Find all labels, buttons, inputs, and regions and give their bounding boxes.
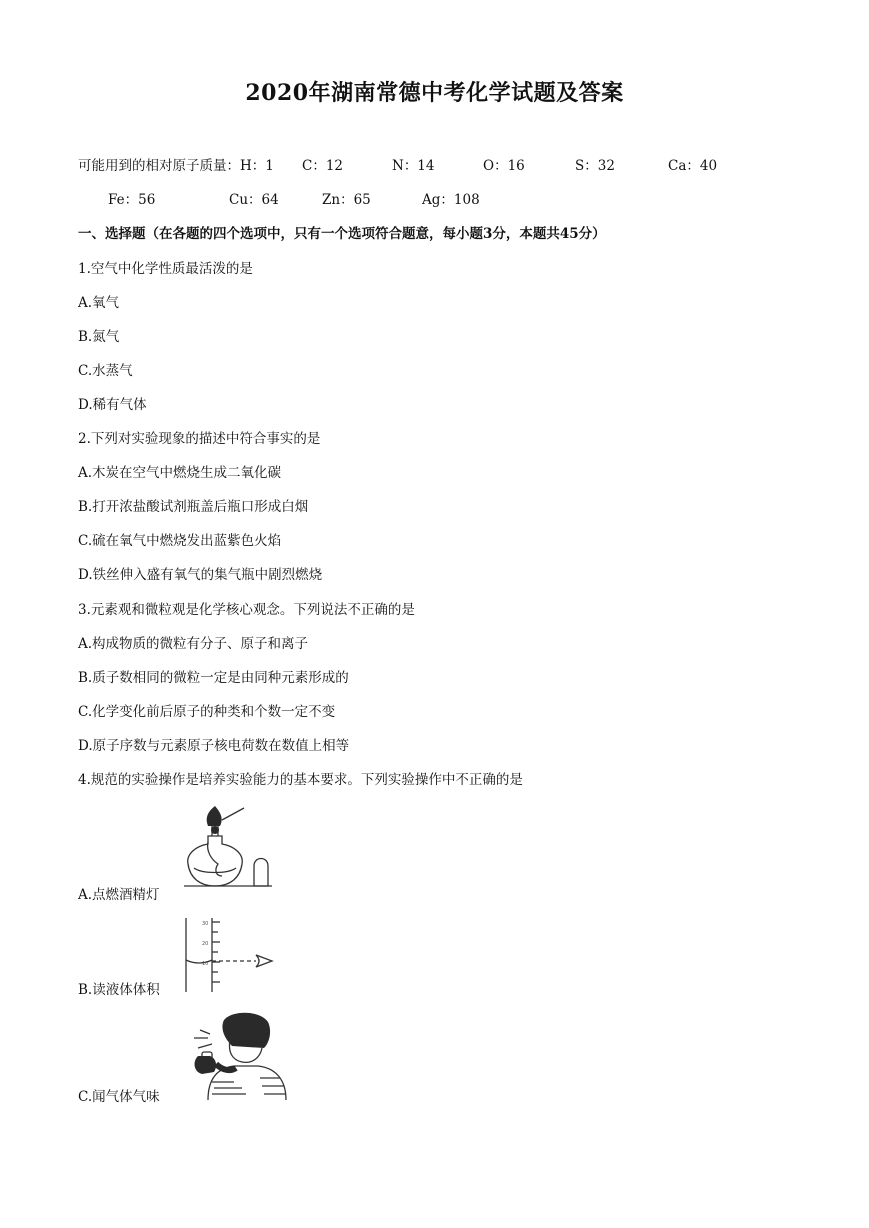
question-2-stem: 2.下列对实验现象的描述中符合事实的是 bbox=[78, 431, 321, 447]
smelling-gas-figure bbox=[172, 1008, 290, 1100]
svg-text:20: 20 bbox=[202, 941, 209, 947]
atomic-mass-fe: Fe：56 bbox=[108, 192, 156, 208]
atomic-mass-row-2 bbox=[108, 188, 480, 208]
question-3-stem: 3.元素观和微粒观是化学核心观念。下列说法不正确的是 bbox=[78, 602, 415, 618]
question-1-option-d: D.稀有气体 bbox=[78, 397, 147, 413]
atomic-mass-lead: 可能用到的相对原子质量： bbox=[78, 158, 240, 174]
question-4-option-a: A.点燃酒精灯 bbox=[78, 887, 160, 903]
atomic-mass-row-1 bbox=[78, 154, 717, 174]
atomic-mass-ca: Ca：40 bbox=[668, 158, 718, 174]
question-1-option-c: C.水蒸气 bbox=[78, 363, 133, 379]
atomic-mass-n: N：14 bbox=[392, 158, 435, 174]
question-2-option-b: B.打开浓盐酸试剂瓶盖后瓶口形成白烟 bbox=[78, 499, 309, 515]
question-4-option-c: C.闻气体气味 bbox=[78, 1089, 160, 1105]
svg-text:10: 10 bbox=[202, 961, 209, 967]
question-3-option-c: C.化学变化前后原子的种类和个数一定不变 bbox=[78, 704, 336, 720]
question-2-option-a: A.木炭在空气中燃烧生成二氧化碳 bbox=[78, 465, 282, 481]
atomic-mass-c: C：12 bbox=[302, 158, 344, 174]
question-4-option-b: B.读液体体积 bbox=[78, 982, 160, 998]
section-heading: 一、选择题（在各题的四个选项中，只有一个选项符合题意，每小题3分，本题共45分） bbox=[78, 226, 606, 242]
atomic-mass-h: H：1 bbox=[240, 158, 274, 174]
graduated-cylinder-figure bbox=[178, 914, 278, 996]
question-1-stem: 1.空气中化学性质最活泼的是 bbox=[78, 261, 253, 277]
atomic-mass-zn: Zn：65 bbox=[322, 192, 371, 208]
question-4-stem: 4.规范的实验操作是培养实验能力的基本要求。下列实验操作中不正确的是 bbox=[78, 772, 523, 788]
question-2-option-c: C.硫在氧气中燃烧发出蓝紫色火焰 bbox=[78, 533, 282, 549]
atomic-mass-cu: Cu：64 bbox=[229, 192, 279, 208]
alcohol-lamp-figure bbox=[178, 806, 274, 894]
question-3-option-b: B.质子数相同的微粒一定是由同种元素形成的 bbox=[78, 670, 349, 686]
question-1-option-a: A.氧气 bbox=[78, 295, 120, 311]
atomic-mass-ag: Ag：108 bbox=[422, 192, 480, 208]
page-title: 2020年湖南常德中考化学试题及答案 bbox=[245, 80, 624, 106]
question-3-option-d: D.原子序数与元素原子核电荷数在数值上相等 bbox=[78, 738, 350, 754]
question-3-option-a: A.构成物质的微粒有分子、原子和离子 bbox=[78, 636, 309, 652]
svg-text:30: 30 bbox=[202, 921, 209, 927]
atomic-mass-s: S：32 bbox=[575, 158, 615, 174]
question-2-option-d: D.铁丝伸入盛有氧气的集气瓶中剧烈燃烧 bbox=[78, 567, 323, 583]
question-1-option-b: B.氮气 bbox=[78, 329, 120, 345]
atomic-mass-o: O：16 bbox=[483, 158, 525, 174]
